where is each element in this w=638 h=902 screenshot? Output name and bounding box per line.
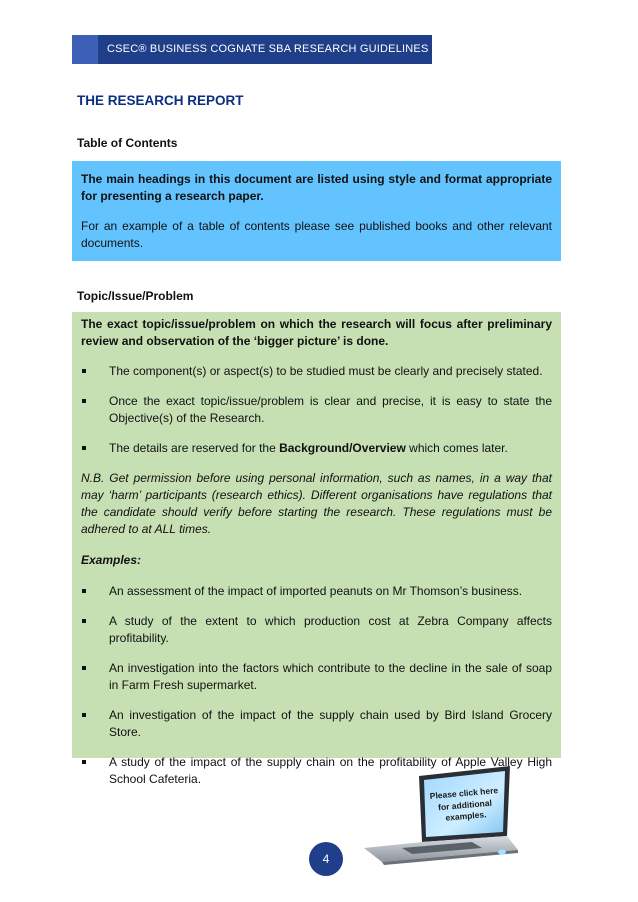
bullet-icon	[82, 446, 86, 450]
bullet-text-pre: The details are reserved for the	[109, 441, 280, 455]
bullet-icon	[82, 619, 86, 623]
header-title: CSEC® BUSINESS COGNATE SBA RESEARCH GUIDELINES	[107, 43, 429, 55]
topic-intro: The exact topic/issue/problem on which the research will focus after preliminary review and observation of the ‘bigger picture’ is done.	[81, 317, 552, 348]
examples-label: Examples:	[81, 553, 142, 567]
topic-heading: Topic/Issue/Problem	[77, 289, 194, 303]
list-item	[81, 363, 552, 380]
toc-box	[72, 161, 561, 261]
topic-box	[72, 312, 561, 786]
bullet-icon	[82, 589, 86, 593]
bullet-text: The component(s) or aspect(s) to be studied must be clearly and precisely stated.	[109, 364, 543, 378]
laptop-link-text[interactable]: Please click here for additional examples.	[429, 785, 499, 823]
list-item	[81, 440, 552, 457]
list-item	[81, 613, 552, 647]
list-item	[81, 707, 552, 741]
bullet-text: Once the exact topic/issue/problem is clear and precise, it is easy to state the Objective(s) of the Research.	[109, 394, 552, 425]
ethics-note: N.B. Get permission before using personal information, such as names, in a way that may ‘harm’ participants (research ethics). Different organisations have regulations that the candidate should verify before starting the research. These regulations must be adhered to at ALL times.	[81, 471, 552, 536]
page-number: 4	[309, 842, 343, 876]
bullet-icon	[82, 713, 86, 717]
example-text: An investigation into the factors which contribute to the decline in the sale of soap in Farm Fresh supermarket.	[109, 661, 552, 692]
example-text: A study of the impact of the supply chain on the profitability of Apple Valley High School Cafeteria.	[109, 755, 552, 786]
list-item	[81, 660, 552, 694]
toc-heading: Table of Contents	[77, 136, 178, 150]
example-text: An investigation of the impact of the supply chain used by Bird Island Grocery Store.	[109, 708, 552, 739]
page-title: THE RESEARCH REPORT	[77, 93, 244, 108]
list-item	[81, 583, 552, 600]
header-accent	[72, 35, 98, 64]
example-text: A study of the extent to which production cost at Zebra Company affects profitability.	[109, 614, 552, 645]
example-text: An assessment of the impact of imported peanuts on Mr Thomson’s business.	[109, 584, 523, 598]
bullet-text-post: which comes later.	[405, 441, 508, 455]
toc-para-1: The main headings in this document are listed using style and format appropriate for presenting a research paper.	[81, 172, 552, 203]
bullet-icon	[82, 399, 86, 403]
toc-para-2: For an example of a table of contents please see published books and other relevant documents.	[81, 219, 552, 250]
bullet-icon	[82, 369, 86, 373]
bullet-text-bold: Background/Overview	[279, 441, 406, 455]
list-item	[81, 393, 552, 427]
bullet-icon	[82, 760, 86, 764]
bullet-icon	[82, 666, 86, 670]
